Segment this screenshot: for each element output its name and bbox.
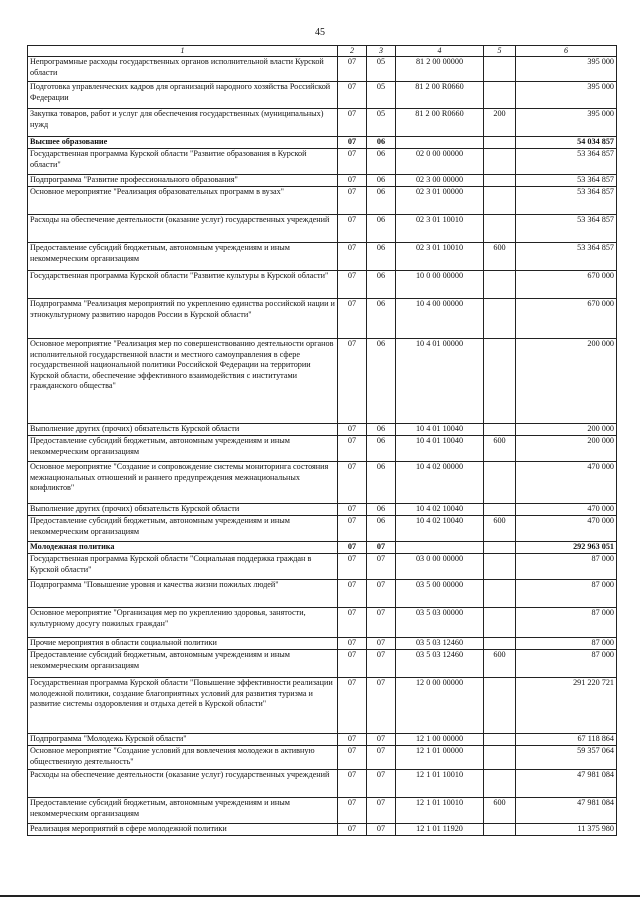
column-header: 4 [396,46,484,57]
cell-pr: 06 [367,299,396,339]
cell-vr [484,57,516,82]
cell-pr: 06 [367,137,396,149]
cell-sum: 67 118 864 [516,734,617,746]
cell-name: Подпрограмма "Развитие профессионального образования" [28,175,338,187]
table-row [28,137,617,149]
cell-sum: 87 000 [516,650,617,678]
cell-rz: 07 [338,798,367,824]
cell-rz: 07 [338,542,367,554]
cell-csr: 10 4 02 10040 [396,516,484,542]
cell-pr: 07 [367,580,396,608]
cell-pr: 07 [367,678,396,734]
cell-vr [484,638,516,650]
table-row [28,798,617,824]
cell-rz: 07 [338,746,367,770]
cell-name: Основное мероприятие "Создание и сопровождение системы мониторинга состояния межнациональных отношений и раннего предупреждения межнациональных конфликтов" [28,462,338,504]
table-row [28,824,617,836]
table-row [28,734,617,746]
cell-vr: 600 [484,243,516,271]
cell-csr: 03 5 03 12460 [396,638,484,650]
cell-rz: 07 [338,554,367,580]
cell-csr: 03 0 00 00000 [396,554,484,580]
cell-name: Подпрограмма "Повышение уровня и качества жизни пожилых людей" [28,580,338,608]
cell-vr [484,175,516,187]
cell-pr: 07 [367,554,396,580]
cell-sum: 87 000 [516,580,617,608]
table-row [28,580,617,608]
table-header-row [28,46,617,57]
table-row [28,339,617,424]
cell-pr: 06 [367,504,396,516]
cell-name: Государственная программа Курской области "Развитие образования в Курской области" [28,149,338,175]
budget-table [27,45,617,836]
cell-sum: 291 220 721 [516,678,617,734]
cell-csr: 03 5 00 00000 [396,580,484,608]
cell-name: Подготовка управленческих кадров для организаций народного хозяйства Российской Федерации [28,82,338,109]
table-row [28,82,617,109]
cell-sum: 53 364 857 [516,149,617,175]
cell-csr [396,137,484,149]
cell-pr: 05 [367,57,396,82]
table-row [28,770,617,798]
column-header: 6 [516,46,617,57]
cell-sum: 395 000 [516,109,617,137]
cell-rz: 07 [338,770,367,798]
cell-vr [484,299,516,339]
cell-name: Предоставление субсидий бюджетным, автономным учреждениям и иным некоммерческим организациям [28,650,338,678]
cell-rz: 07 [338,299,367,339]
cell-csr: 03 5 03 12460 [396,650,484,678]
cell-sum: 53 364 857 [516,175,617,187]
cell-pr: 06 [367,339,396,424]
cell-sum: 53 364 857 [516,215,617,243]
cell-sum: 200 000 [516,424,617,436]
cell-pr: 06 [367,149,396,175]
cell-pr: 06 [367,187,396,215]
cell-sum: 200 000 [516,436,617,462]
cell-pr: 06 [367,215,396,243]
cell-rz: 07 [338,187,367,215]
cell-rz: 07 [338,271,367,299]
cell-rz: 07 [338,824,367,836]
cell-name: Основное мероприятие "Реализация мер по совершенствованию деятельности органов исполнительной государственной власти и местного самоуправления в сфере государственной национальной политики Российской Федерации на территории Курской области, обеспечение эффективного взаимодействия с институтами гражданского общества" [28,339,338,424]
cell-pr: 06 [367,516,396,542]
cell-rz: 07 [338,149,367,175]
cell-vr: 600 [484,516,516,542]
cell-csr: 10 4 02 10040 [396,504,484,516]
cell-sum: 470 000 [516,516,617,542]
cell-vr [484,542,516,554]
table-body [28,57,617,836]
cell-rz: 07 [338,638,367,650]
cell-vr: 600 [484,650,516,678]
cell-sum: 11 375 980 [516,824,617,836]
cell-sum: 59 357 064 [516,746,617,770]
cell-csr: 02 3 01 00000 [396,187,484,215]
cell-csr: 03 5 03 00000 [396,608,484,638]
cell-rz: 07 [338,215,367,243]
cell-csr: 10 4 00 00000 [396,299,484,339]
cell-csr: 10 4 01 10040 [396,436,484,462]
cell-name: Выполнение других (прочих) обязательств Курской области [28,504,338,516]
cell-vr [484,678,516,734]
cell-sum: 470 000 [516,462,617,504]
cell-pr: 06 [367,175,396,187]
cell-rz: 07 [338,650,367,678]
page-number: 45 [315,27,325,38]
cell-vr [484,580,516,608]
cell-csr: 81 2 00 R0660 [396,82,484,109]
cell-vr [484,271,516,299]
cell-csr: 12 1 01 10010 [396,770,484,798]
cell-name: Выполнение других (прочих) обязательств Курской области [28,424,338,436]
table-row [28,215,617,243]
column-header: 1 [28,46,338,57]
cell-csr: 10 4 02 00000 [396,462,484,504]
cell-csr: 12 1 01 10010 [396,798,484,824]
cell-name: Предоставление субсидий бюджетным, автономным учреждениям и иным некоммерческим организациям [28,436,338,462]
table-row [28,554,617,580]
table-row [28,187,617,215]
cell-vr [484,770,516,798]
cell-csr: 81 2 00 00000 [396,57,484,82]
table-row [28,638,617,650]
cell-rz: 07 [338,608,367,638]
cell-name: Подпрограмма "Реализация мероприятий по укреплению единства российской нации и этнокультурному развитию народов России в Курской области" [28,299,338,339]
cell-name: Молодежная политика [28,542,338,554]
cell-name: Прочие мероприятия в области социальной политики [28,638,338,650]
cell-csr: 10 4 01 10040 [396,424,484,436]
cell-name: Основное мероприятие "Создание условий для вовлечения молодежи в активную общественную деятельность" [28,746,338,770]
cell-pr: 07 [367,770,396,798]
cell-pr: 05 [367,82,396,109]
table-row [28,542,617,554]
cell-rz: 07 [338,516,367,542]
cell-rz: 07 [338,339,367,424]
cell-csr: 12 1 01 11920 [396,824,484,836]
cell-pr: 07 [367,798,396,824]
cell-name: Подпрограмма "Молодежь Курской области" [28,734,338,746]
table-row [28,271,617,299]
cell-name: Реализация мероприятий в сфере молодежной политики [28,824,338,836]
cell-rz: 07 [338,580,367,608]
cell-name: Расходы на обеспечение деятельности (оказание услуг) государственных учреждений [28,770,338,798]
cell-rz: 07 [338,109,367,137]
cell-sum: 53 364 857 [516,243,617,271]
cell-vr [484,462,516,504]
cell-vr: 600 [484,798,516,824]
cell-sum: 670 000 [516,299,617,339]
cell-rz: 07 [338,436,367,462]
cell-csr: 02 0 00 00000 [396,149,484,175]
table-row [28,436,617,462]
cell-name: Государственная программа Курской области "Развитие культуры в Курской области" [28,271,338,299]
cell-name: Непрограммные расходы государственных органов исполнительной власти Курской области [28,57,338,82]
cell-sum: 54 034 857 [516,137,617,149]
cell-rz: 07 [338,243,367,271]
cell-vr [484,187,516,215]
bottom-divider [0,895,640,897]
cell-pr: 07 [367,746,396,770]
cell-sum: 47 981 084 [516,798,617,824]
cell-vr: 200 [484,109,516,137]
cell-csr: 02 3 01 10010 [396,243,484,271]
cell-vr [484,504,516,516]
cell-sum: 200 000 [516,339,617,424]
cell-name: Основное мероприятие "Организация мер по укреплению здоровья, занятости, культурному досугу пожилых граждан" [28,608,338,638]
column-header: 2 [338,46,367,57]
cell-sum: 87 000 [516,554,617,580]
cell-pr: 06 [367,424,396,436]
table-row [28,109,617,137]
cell-pr: 06 [367,271,396,299]
cell-csr [396,542,484,554]
cell-sum: 395 000 [516,82,617,109]
cell-vr [484,746,516,770]
cell-sum: 87 000 [516,608,617,638]
cell-vr: 600 [484,436,516,462]
cell-sum: 395 000 [516,57,617,82]
cell-csr: 81 2 00 R0660 [396,109,484,137]
cell-csr: 12 1 01 00000 [396,746,484,770]
cell-name: Государственная программа Курской области "Социальная поддержка граждан в Курской области" [28,554,338,580]
cell-rz: 07 [338,462,367,504]
cell-vr [484,824,516,836]
cell-sum: 292 963 051 [516,542,617,554]
cell-vr [484,149,516,175]
cell-sum: 47 981 084 [516,770,617,798]
cell-name: Высшее образование [28,137,338,149]
table-row [28,678,617,734]
table-row [28,149,617,175]
column-header: 3 [367,46,396,57]
table-row [28,57,617,82]
cell-rz: 07 [338,424,367,436]
cell-pr: 06 [367,462,396,504]
table-row [28,424,617,436]
cell-csr: 10 0 00 00000 [396,271,484,299]
cell-csr: 02 3 01 10010 [396,215,484,243]
cell-vr [484,82,516,109]
table-row [28,504,617,516]
cell-name: Основное мероприятие "Реализация образовательных программ в вузах" [28,187,338,215]
cell-rz: 07 [338,137,367,149]
cell-name: Закупка товаров, работ и услуг для обеспечения государственных (муниципальных) нужд [28,109,338,137]
table-row [28,516,617,542]
cell-sum: 87 000 [516,638,617,650]
cell-name: Предоставление субсидий бюджетным, автономным учреждениям и иным некоммерческим организациям [28,243,338,271]
cell-pr: 07 [367,608,396,638]
cell-rz: 07 [338,175,367,187]
cell-name: Государственная программа Курской области "Повышение эффективности реализации молодежной политики, создание благоприятных условий для развития туризма и развитие системы оздоровления и отдыха детей в Курской области" [28,678,338,734]
cell-vr [484,215,516,243]
cell-vr [484,339,516,424]
table-row [28,746,617,770]
cell-name: Расходы на обеспечение деятельности (оказание услуг) государственных учреждений [28,215,338,243]
cell-sum: 53 364 857 [516,187,617,215]
cell-pr: 07 [367,650,396,678]
cell-pr: 07 [367,824,396,836]
table-row [28,299,617,339]
cell-vr [484,424,516,436]
cell-csr: 12 1 00 00000 [396,734,484,746]
cell-vr [484,554,516,580]
table-row [28,175,617,187]
cell-pr: 06 [367,436,396,462]
cell-pr: 07 [367,542,396,554]
cell-rz: 07 [338,678,367,734]
table-row [28,650,617,678]
cell-vr [484,137,516,149]
cell-pr: 07 [367,734,396,746]
cell-pr: 07 [367,638,396,650]
cell-rz: 07 [338,57,367,82]
cell-rz: 07 [338,734,367,746]
cell-name: Предоставление субсидий бюджетным, автономным учреждениям и иным некоммерческим организациям [28,798,338,824]
column-header: 5 [484,46,516,57]
cell-rz: 07 [338,82,367,109]
table-row [28,608,617,638]
cell-vr [484,608,516,638]
cell-csr: 10 4 01 00000 [396,339,484,424]
cell-csr: 12 0 00 00000 [396,678,484,734]
cell-name: Предоставление субсидий бюджетным, автономным учреждениям и иным некоммерческим организациям [28,516,338,542]
table-row [28,462,617,504]
cell-sum: 670 000 [516,271,617,299]
cell-vr [484,734,516,746]
table-row [28,243,617,271]
cell-sum: 470 000 [516,504,617,516]
cell-pr: 06 [367,243,396,271]
cell-pr: 05 [367,109,396,137]
cell-rz: 07 [338,504,367,516]
cell-csr: 02 3 00 00000 [396,175,484,187]
